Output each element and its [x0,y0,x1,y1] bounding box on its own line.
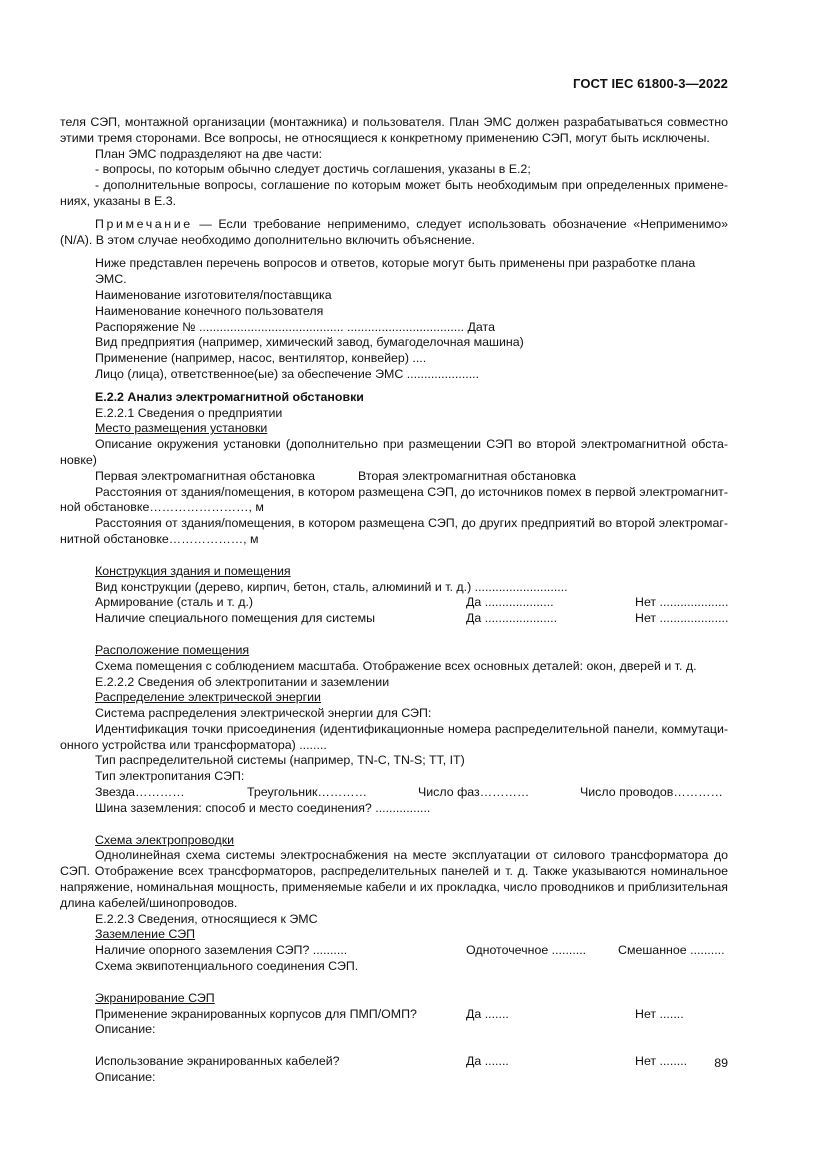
subsection-title: Е.2.2.1 Сведения о предприятии [95,405,283,420]
wiring-text: Однолинейная схема системы электроснабжения на месте эксплуатации от силового трансформатора до [95,848,728,863]
cables-yes: Да ....... [466,1054,509,1069]
premises-scheme: Схема помещения с соблюдением масштаба. Отображение всех основных деталей: окон, дверей и т. д. [95,658,697,673]
location-heading: Место размещения установки [95,421,268,436]
housings-row [60,1007,728,1023]
phases-option: Число фаз………… [418,785,530,800]
page-body [60,115,728,1086]
intro-item-2-cont: ниях, указаны в Е.3. [60,193,177,208]
triangle-option: Треугольник………… [247,785,368,800]
single-point-option: Одноточечное .......... [466,943,587,958]
mixed-option: Смешанное .......... [618,943,725,958]
cables-description: Описание: [95,1070,156,1085]
supply-options-row [60,785,728,801]
env-second: Вторая электромагнитная обстановка [358,468,577,483]
subsection-title: Е.2.2.2 Сведения об электропитании и заземлении [95,674,390,689]
note-line-2: (N/A). В этом случае необходимо дополнительно включить объяснение. [60,232,475,247]
env-first: Первая электромагнитная обстановка [95,468,315,483]
distance-1-cont: ной обстановке……………………, м [60,500,264,515]
ref-ground-label: Наличие опорного заземления СЭП? .......... [95,943,348,958]
connection-ident: Идентификация точки присоединения (идентификационные номера распределительной панели, коммутаци- [95,721,728,736]
room-row [60,611,728,627]
supply-type: Тип электропитания СЭП: [95,769,245,784]
form-manufacturer: Наименование изготовителя/поставщика [95,287,332,302]
env-description-cont: новке) [60,452,97,467]
housings-yes: Да ....... [466,1006,509,1021]
wiring-text: длина кабелей/шинопроводов. [60,895,238,910]
document-header: ГОСТ IEC 61800-3—2022 [573,76,728,91]
intro-item-1: - вопросы, по которым обычно следует достичь соглашения, указаны в Е.2; [95,162,531,177]
wires-option: Число проводов………… [580,785,723,800]
form-enterprise: Вид предприятия (например, химический завод, бумагоделочная машина) [95,335,524,350]
cables-row [60,1054,728,1070]
wiring-text: напряжение, номинальная мощность, применяемые кабели и их прокладка, число проводников и приблизительная [60,880,728,895]
housings-no: Нет ....... [635,1006,684,1021]
distance-2-cont: нитной обстановке………………, м [60,531,259,546]
intro-item-2: - дополнительные вопросы, соглашение по которым может быть необходимым при определенных примене- [95,178,728,193]
intro-line: этими тремя сторонами. Все вопросы, не относящиеся к конкретному применению СЭП, могут быть исключены. [60,130,710,145]
building-heading: Конструкция здания и помещения [95,563,291,578]
room-no: Нет .................... [635,611,729,626]
distance-1: Расстояния от здания/помещения, в котором размещена СЭП, до источников помех в первой электромагнит- [95,484,728,499]
intro-parts: План ЭМС подразделяют на две части: [95,146,323,161]
env-options [60,469,728,485]
ground-bus: Шина заземления: способ и место соединения? ................ [95,800,431,815]
note-text: — Если требование неприменимо, следует использовать обозначение «Неприменимо» [199,216,728,231]
grounding-heading: Заземление СЭП [95,927,196,942]
form-order: Распоряжение № .......................................... .................................. Дата [95,319,495,334]
form-intro: Ниже представлен перечень вопросов и ответов, которые могут быть применены при разработке плана ЭМС. [95,256,696,287]
note-label: Примечание [95,216,193,231]
wiring-heading: Схема электропроводки [95,832,235,847]
wiring-text: СЭП. Отображение всех трансформаторов, распределительных панелей и т. д. Также указываются номинальное [60,864,728,879]
cables-no: Нет ........ [635,1054,688,1069]
armor-yes: Да .................... [466,595,554,610]
distribution-type: Тип распределительной системы (например, TN-C, TN-S; TT, IT) [95,753,465,768]
page-number: 89 [714,1056,728,1070]
form-end-user: Наименование конечного пользователя [95,303,324,318]
distribution-system: Система распределения электрической энергии для СЭП: [95,706,432,721]
housings-description: Описание: [95,1022,156,1037]
form-responsible: Лицо (лица), ответственное(ые) за обеспечение ЭМС ..................... [95,366,480,381]
star-option: Звезда………… [95,785,185,800]
section-title: Е.2.2 Анализ электромагнитной обстановки [95,389,364,404]
armor-row [60,595,728,611]
note-line [60,217,728,233]
distance-2: Расстояния от здания/помещения, в котором размещена СЭП, до других предприятий во второй электромаг- [95,516,728,531]
shielding-heading: Экранирование СЭП [95,990,215,1005]
armor-no: Нет .................... [635,595,729,610]
ref-ground-row [60,943,728,959]
room-label: Наличие специального помещения для системы [95,611,376,626]
env-description: Описание окружения установки (дополнительно при размещении СЭП во второй электромагнитной обста- [95,437,728,452]
room-yes: Да ..................... [466,611,558,626]
connection-ident-cont: онного устройства или трансформатора) ........ [60,737,327,752]
premises-heading: Расположение помещения [95,642,250,657]
equipotential-scheme: Схема эквипотенциального соединения СЭП. [95,959,359,974]
armor-label: Армирование (сталь и т. д.) [95,595,254,610]
distribution-heading: Распределение электрической энергии [95,690,321,705]
form-application: Применение (например, насос, вентилятор, конвейер) .... [95,351,427,366]
subsection-title: Е.2.2.3 Сведения, относящиеся к ЭМС [95,911,318,926]
building-kind: Вид конструкции (дерево, кирпич, бетон, сталь, алюминий и т. д.) ........................... [95,579,568,594]
cables-label: Использование экранированных кабелей? [95,1054,340,1069]
housings-label: Применение экранированных корпусов для ПМП/ОМП? [95,1006,417,1021]
intro-line: теля СЭП, монтажной организации (монтажника) и пользователя. План ЭМС должен разрабатываться совместно [60,115,728,129]
